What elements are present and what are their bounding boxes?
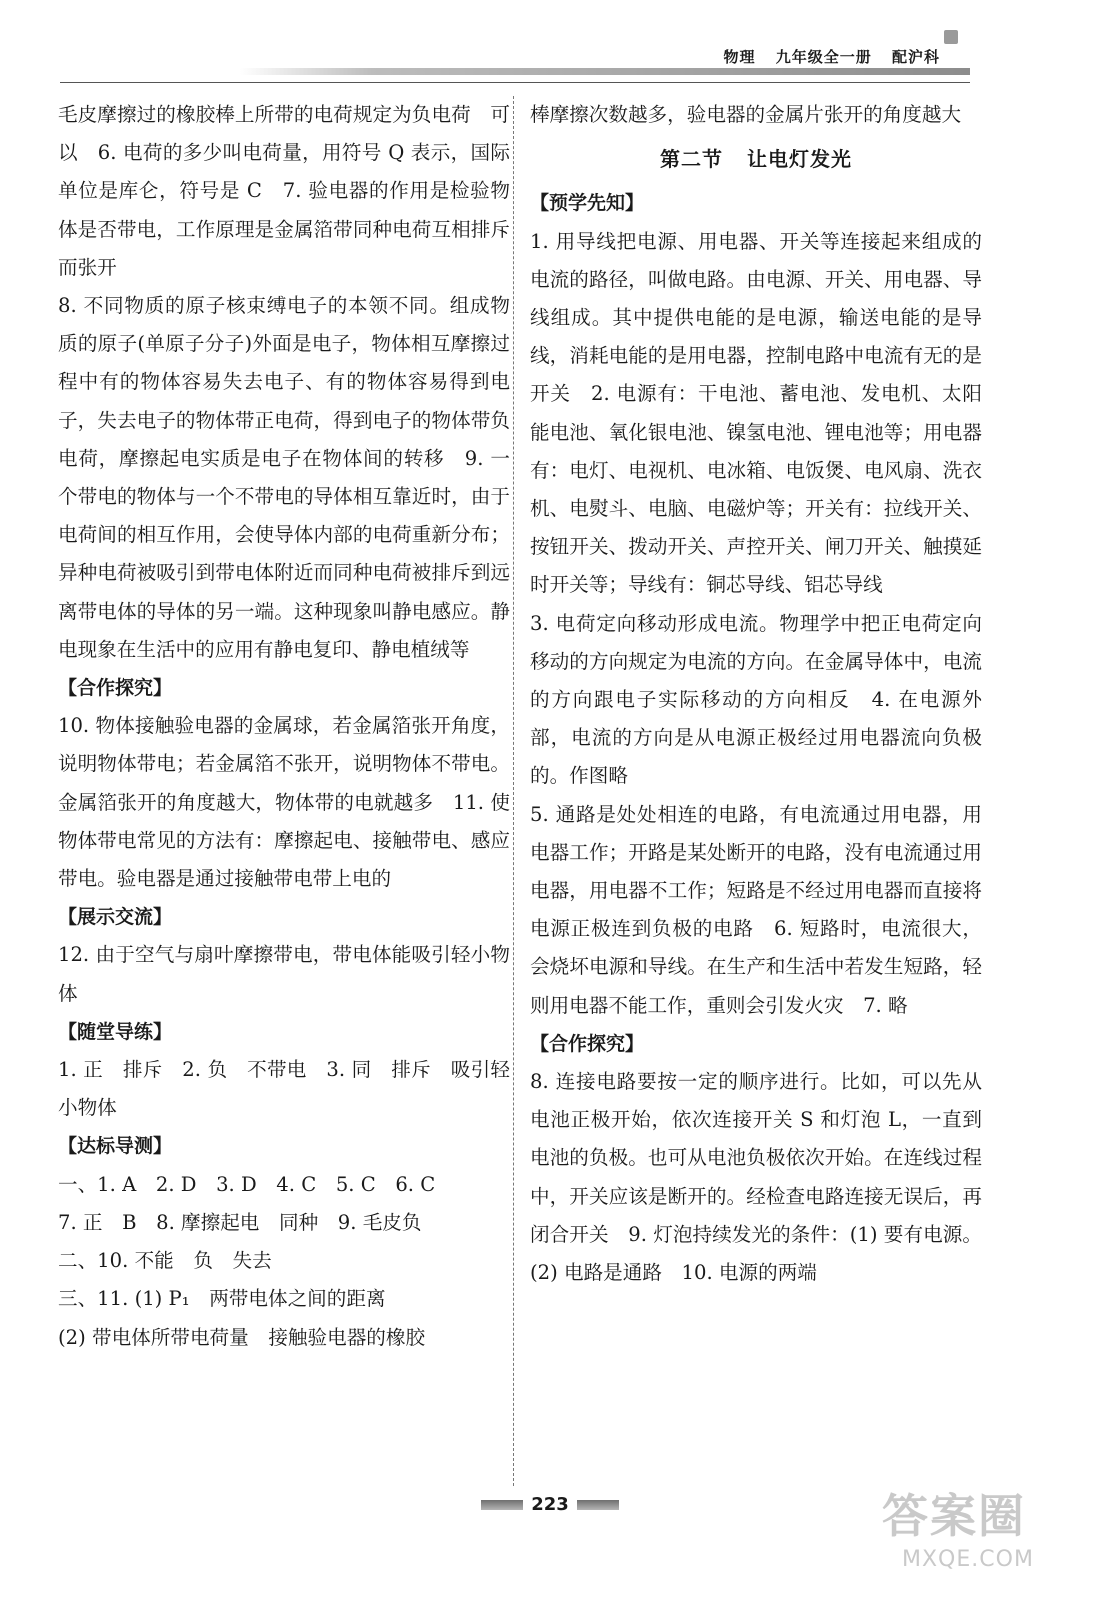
heading-zhanshi: 【展示交流】 — [58, 906, 173, 929]
header-edition: 配沪科 — [891, 48, 940, 66]
section-title — [530, 140, 982, 178]
footer-bar-right — [577, 1500, 619, 1510]
column-divider — [513, 96, 514, 1486]
heading-dabiao: 【达标导测】 — [58, 1135, 173, 1158]
watermark-text-big: 答案圈 — [882, 1489, 1026, 1543]
dabiao-line-3: 二、10. 不能 负 失去 — [58, 1249, 272, 1273]
right-continuation: 棒摩擦次数越多，验电器的金属片张开的角度越大 — [530, 103, 962, 126]
corner-marker-icon — [944, 30, 958, 44]
heading-hezuo-right: 【合作探究】 — [530, 1032, 645, 1055]
header-grade: 九年级全一册 — [775, 48, 872, 66]
left-paragraph-1: 毛皮摩擦过的橡胶棒上所带的电荷规定为负电荷 可以 6. 电荷的多少叫电荷量，用符号 Q 表示，国际单位是库仑，符号是 C 7. 验电器的作用是检验物体是否带电，工作原理是金属箔带同种电荷互相排斥而张开 — [58, 103, 510, 279]
section-number: 第二节 — [660, 147, 723, 172]
page-number: 223 — [531, 1494, 569, 1515]
yuxue-text-1: 1. 用导线把电源、用电器、开关等连接起来组成的电流的路径，叫做电路。由电源、开关、用电器、导线组成。其中提供电能的是电源，输送电能的是导线，消耗电能的是用电器，控制电路中电流有无的是开关 2. 电源有：干电池、蓄电池、发电机、太阳能电池、氧化银电池、镍氢电池、锂电池等；用电器有：电灯、电视机、电冰箱、电饭煲、电风扇、洗衣机、电熨斗、电脑、电磁炉等；开关有：拉线开关、按钮开关、拨动开关、声控开关、闸刀开关、触摸延时开关等；导线有：铜芯导线、铝芯导线 — [530, 229, 982, 597]
zhanshi-text: 12. 由于空气与扇叶摩擦带电，带电体能吸引轻小物体 — [58, 943, 510, 1005]
page-header — [709, 46, 940, 67]
header-rule-thin — [60, 82, 970, 83]
yuxue-text-3: 3. 电荷定向移动形成电流。物理学中把正电荷定向移动的方向规定为电流的方向。在金属导体中，电流的方向跟电子实际移动的方向相反 4. 在电源外部，电流的方向是从电源正极经过用电器流向负极的。作图略 — [530, 611, 982, 788]
watermark-text-small: MXQE.COM — [902, 1547, 1034, 1572]
hezuo-right-text: 8. 连接电路要按一定的顺序进行。比如，可以先从电池正极开始，依次连接开关 S 和灯泡 L，一直到电池的负极。也可从电池负极依次开始。在连线过程中，开关应该是断开的。经检查电路连接无误后，再闭合开关 9. 灯泡持续发光的条件：(1) 要有电源。(2) 电路是通路 10. 电源的两端 — [530, 1070, 982, 1285]
header-subject: 物理 — [723, 48, 756, 66]
suitang-text: 1. 正 排斥 2. 负 不带电 3. 同 排斥 吸引轻小物体 — [58, 1058, 510, 1120]
left-paragraph-2: 8. 不同物质的原子核束缚电子的本领不同。组成物质的原子(单原子分子)外面是电子，物体相互摩擦过程中有的物体容易失去电子、有的物体容易得到电子，失去电子的物体带正电荷，得到电子的物体带负电荷，摩擦起电实质是电子在物体间的转移 9. 一个带电的物体与一个不带电的导体相互靠近时，由于电荷间的相互作用，会使导体内部的电荷重新分布；异种电荷被吸引到带电体附近而同种电荷被排斥到远离带电体的导体的另一端。这种现象叫静电感应。静电现象在生活中的应用有静电复印、静电植绒等 — [58, 294, 510, 661]
header-rule-thick — [240, 68, 970, 75]
left-column — [58, 96, 510, 1357]
dabiao-line-5: (2) 带电体所带电荷量 接触验电器的橡胶 — [58, 1325, 426, 1349]
dabiao-line-2: 7. 正 B 8. 摩擦起电 同种 9. 毛皮负 — [58, 1210, 422, 1234]
right-column — [530, 96, 982, 1292]
dabiao-line-4: 三、11. (1) P₁ 两带电体之间的距离 — [58, 1287, 386, 1311]
heading-hezuo-left: 【合作探究】 — [58, 677, 173, 700]
yuxue-text-5: 5. 通路是处处相连的电路，有电流通过用电器，用电器工作；开路是某处断开的电路，没有电流通过用电器，用电器不工作；短路是不经过用电器而直接将电源正极连到负极的电路 6. 短路时，电流很大，会烧坏电源和导线。在生产和生活中若发生短路，轻则用电器不能工作，重则会引发火灾 7. 略 — [530, 802, 982, 1017]
footer-bar-left — [481, 1500, 523, 1510]
section-name: 让电灯发光 — [747, 147, 852, 172]
hezuo-left-text: 10. 物体接触验电器的金属球，若金属箔张开角度，说明物体带电；若金属箔不张开，说明物体不带电。金属箔张开的角度越大，物体带的电就越多 11. 使物体带电常见的方法有：摩擦起电、接触带电、感应带电。验电器是通过接触带电带上电的 — [58, 714, 510, 891]
heading-yuxue: 【预学先知】 — [530, 192, 645, 215]
dabiao-line-1: 一、1. A 2. D 3. D 4. C 5. C 6. C — [58, 1172, 436, 1196]
watermark-logo — [876, 1480, 1056, 1580]
heading-suitang: 【随堂导练】 — [58, 1020, 173, 1043]
